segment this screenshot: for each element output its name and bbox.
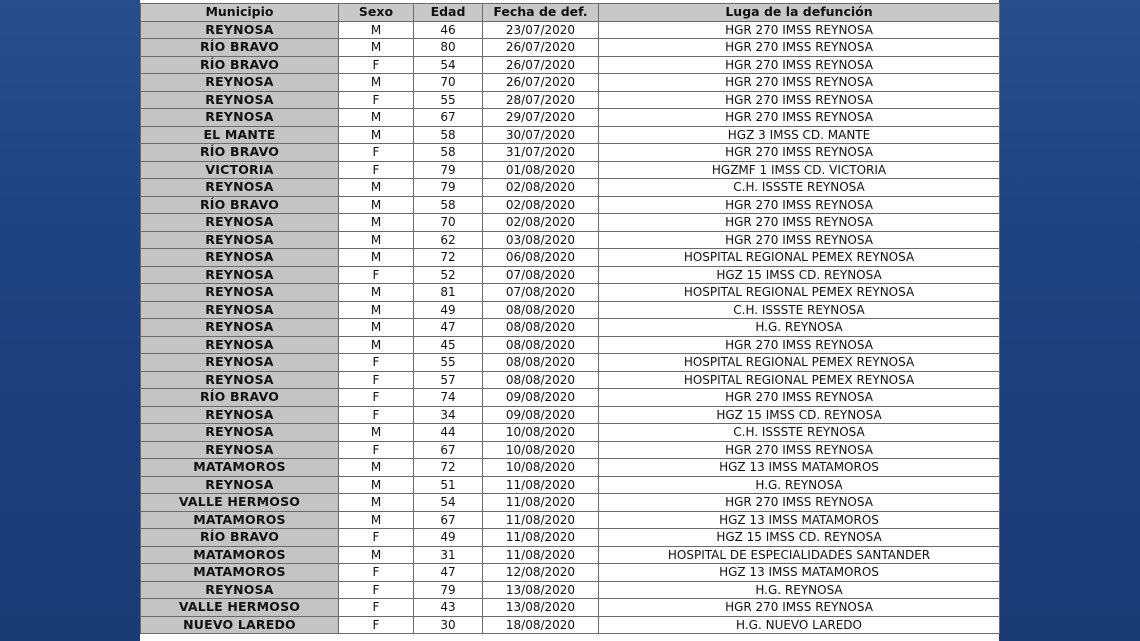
cell-edad: 46 <box>414 21 483 39</box>
cell-edad: 67 <box>414 109 483 127</box>
cell-lugar: HGR 270 IMSS REYNOSA <box>599 144 1000 162</box>
cell-edad: 72 <box>414 249 483 267</box>
cell-sexo: M <box>339 546 414 564</box>
cell-lugar: HOSPITAL REGIONAL PEMEX REYNOSA <box>599 249 1000 267</box>
cell-sexo: M <box>339 39 414 57</box>
cell-fecha: 10/08/2020 <box>483 424 599 442</box>
cell-edad: 47 <box>414 319 483 337</box>
cell-sexo: F <box>339 371 414 389</box>
cell-edad: 80 <box>414 39 483 57</box>
cell-lugar: HGR 270 IMSS REYNOSA <box>599 599 1000 617</box>
cell-edad: 49 <box>414 301 483 319</box>
cell-lugar: HGR 270 IMSS REYNOSA <box>599 336 1000 354</box>
cell-fecha: 06/08/2020 <box>483 249 599 267</box>
cell-municipio: REYNOSA <box>141 581 339 599</box>
cell-fecha: 26/07/2020 <box>483 39 599 57</box>
cell-municipio: RÍO BRAVO <box>141 56 339 74</box>
table-row <box>141 56 1000 74</box>
table-row <box>141 74 1000 92</box>
cell-fecha: 08/08/2020 <box>483 354 599 372</box>
cell-municipio: REYNOSA <box>141 354 339 372</box>
cell-lugar: HGZMF 1 IMSS CD. VICTORIA <box>599 161 1000 179</box>
cell-sexo: F <box>339 581 414 599</box>
cell-municipio: MATAMOROS <box>141 546 339 564</box>
cell-municipio: VALLE HERMOSO <box>141 599 339 617</box>
cell-fecha: 12/08/2020 <box>483 564 599 582</box>
cell-municipio: REYNOSA <box>141 231 339 249</box>
cell-fecha: 30/07/2020 <box>483 126 599 144</box>
table-row <box>141 441 1000 459</box>
cell-fecha: 18/08/2020 <box>483 616 599 634</box>
table-row <box>141 511 1000 529</box>
cell-municipio: RÍO BRAVO <box>141 196 339 214</box>
cell-edad: 81 <box>414 284 483 302</box>
cell-fecha: 02/08/2020 <box>483 179 599 197</box>
cell-sexo: M <box>339 196 414 214</box>
cell-sexo: F <box>339 266 414 284</box>
table-row <box>141 91 1000 109</box>
table-row <box>141 109 1000 127</box>
cell-municipio: RÍO BRAVO <box>141 529 339 547</box>
table-row <box>141 301 1000 319</box>
table-row <box>141 196 1000 214</box>
cell-lugar: HGR 270 IMSS REYNOSA <box>599 109 1000 127</box>
cell-municipio: MATAMOROS <box>141 511 339 529</box>
cell-edad: 70 <box>414 74 483 92</box>
table-row <box>141 529 1000 547</box>
cell-fecha: 10/08/2020 <box>483 459 599 477</box>
cell-municipio: REYNOSA <box>141 371 339 389</box>
cell-municipio: MATAMOROS <box>141 564 339 582</box>
cell-fecha: 02/08/2020 <box>483 214 599 232</box>
cell-lugar: HGR 270 IMSS REYNOSA <box>599 39 1000 57</box>
cell-lugar: HGR 270 IMSS REYNOSA <box>599 56 1000 74</box>
cell-edad: 55 <box>414 354 483 372</box>
header-sexo: Sexo <box>339 4 414 22</box>
cell-lugar: HGZ 3 IMSS CD. MANTE <box>599 126 1000 144</box>
cell-edad: 45 <box>414 336 483 354</box>
cell-lugar: HGR 270 IMSS REYNOSA <box>599 494 1000 512</box>
cell-lugar: HGZ 15 IMSS CD. REYNOSA <box>599 266 1000 284</box>
cell-fecha: 11/08/2020 <box>483 494 599 512</box>
cell-edad: 72 <box>414 459 483 477</box>
cell-lugar: HGR 270 IMSS REYNOSA <box>599 91 1000 109</box>
cell-municipio: REYNOSA <box>141 214 339 232</box>
cell-sexo: F <box>339 389 414 407</box>
cell-sexo: F <box>339 599 414 617</box>
table-row <box>141 231 1000 249</box>
cell-sexo: F <box>339 529 414 547</box>
cell-fecha: 11/08/2020 <box>483 476 599 494</box>
cell-sexo: F <box>339 56 414 74</box>
table-row <box>141 354 1000 372</box>
cell-lugar: HGZ 13 IMSS MATAMOROS <box>599 511 1000 529</box>
cell-fecha: 09/08/2020 <box>483 406 599 424</box>
cell-sexo: M <box>339 476 414 494</box>
cell-sexo: M <box>339 319 414 337</box>
cell-fecha: 11/08/2020 <box>483 529 599 547</box>
cell-fecha: 26/07/2020 <box>483 56 599 74</box>
table-row <box>141 39 1000 57</box>
cell-sexo: M <box>339 249 414 267</box>
table-row <box>141 214 1000 232</box>
cell-edad: 54 <box>414 56 483 74</box>
cell-municipio: REYNOSA <box>141 406 339 424</box>
cell-municipio: REYNOSA <box>141 74 339 92</box>
cell-sexo: M <box>339 126 414 144</box>
table-row <box>141 21 1000 39</box>
cell-sexo: F <box>339 354 414 372</box>
cell-lugar: HGZ 13 IMSS MATAMOROS <box>599 564 1000 582</box>
cell-municipio: REYNOSA <box>141 109 339 127</box>
cell-lugar: H.G. REYNOSA <box>599 476 1000 494</box>
cell-sexo: M <box>339 21 414 39</box>
cell-municipio: REYNOSA <box>141 21 339 39</box>
cell-fecha: 11/08/2020 <box>483 546 599 564</box>
cell-edad: 31 <box>414 546 483 564</box>
table-row <box>141 144 1000 162</box>
cell-municipio: RÍO BRAVO <box>141 39 339 57</box>
cell-fecha: 13/08/2020 <box>483 581 599 599</box>
cell-fecha: 08/08/2020 <box>483 336 599 354</box>
cell-lugar: HOSPITAL REGIONAL PEMEX REYNOSA <box>599 371 1000 389</box>
cell-municipio: REYNOSA <box>141 179 339 197</box>
cell-lugar: HGZ 13 IMSS MATAMOROS <box>599 459 1000 477</box>
cell-edad: 51 <box>414 476 483 494</box>
cell-edad: 62 <box>414 231 483 249</box>
header-row <box>141 4 1000 22</box>
table-row <box>141 581 1000 599</box>
background-right <box>999 0 1140 641</box>
cell-sexo: M <box>339 284 414 302</box>
cell-lugar: HGZ 15 IMSS CD. REYNOSA <box>599 529 1000 547</box>
cell-fecha: 07/08/2020 <box>483 266 599 284</box>
cell-edad: 58 <box>414 144 483 162</box>
cell-fecha: 28/07/2020 <box>483 91 599 109</box>
cell-fecha: 11/08/2020 <box>483 511 599 529</box>
cell-municipio: VALLE HERMOSO <box>141 494 339 512</box>
table-body <box>141 21 1000 634</box>
table-row <box>141 266 1000 284</box>
cell-edad: 47 <box>414 564 483 582</box>
cell-lugar: HGR 270 IMSS REYNOSA <box>599 196 1000 214</box>
cell-fecha: 03/08/2020 <box>483 231 599 249</box>
cell-edad: 55 <box>414 91 483 109</box>
table-row <box>141 126 1000 144</box>
background-left <box>0 0 140 641</box>
cell-fecha: 23/07/2020 <box>483 21 599 39</box>
cell-lugar: H.G. REYNOSA <box>599 319 1000 337</box>
cell-fecha: 10/08/2020 <box>483 441 599 459</box>
cell-lugar: HOSPITAL REGIONAL PEMEX REYNOSA <box>599 284 1000 302</box>
cell-edad: 44 <box>414 424 483 442</box>
cell-edad: 54 <box>414 494 483 512</box>
cell-lugar: C.H. ISSSTE REYNOSA <box>599 179 1000 197</box>
cell-fecha: 08/08/2020 <box>483 301 599 319</box>
cell-sexo: F <box>339 616 414 634</box>
table-row <box>141 319 1000 337</box>
header-municipio: Municipio <box>141 4 339 22</box>
cell-sexo: F <box>339 161 414 179</box>
cell-sexo: M <box>339 214 414 232</box>
cell-sexo: M <box>339 74 414 92</box>
cell-fecha: 31/07/2020 <box>483 144 599 162</box>
cell-fecha: 07/08/2020 <box>483 284 599 302</box>
table-row <box>141 371 1000 389</box>
cell-sexo: M <box>339 231 414 249</box>
cell-municipio: RÍO BRAVO <box>141 389 339 407</box>
cell-lugar: C.H. ISSSTE REYNOSA <box>599 424 1000 442</box>
cell-sexo: F <box>339 406 414 424</box>
cell-municipio: REYNOSA <box>141 91 339 109</box>
cell-lugar: HGR 270 IMSS REYNOSA <box>599 441 1000 459</box>
cell-municipio: REYNOSA <box>141 249 339 267</box>
cell-edad: 79 <box>414 161 483 179</box>
table-row <box>141 616 1000 634</box>
cell-municipio: REYNOSA <box>141 476 339 494</box>
cell-sexo: F <box>339 144 414 162</box>
cell-municipio: REYNOSA <box>141 441 339 459</box>
cell-edad: 57 <box>414 371 483 389</box>
cell-fecha: 02/08/2020 <box>483 196 599 214</box>
cell-municipio: NUEVO LAREDO <box>141 616 339 634</box>
cell-edad: 70 <box>414 214 483 232</box>
cell-municipio: REYNOSA <box>141 266 339 284</box>
spreadsheet-sheet <box>140 0 999 641</box>
cell-municipio: RÍO BRAVO <box>141 144 339 162</box>
cell-sexo: M <box>339 424 414 442</box>
cell-fecha: 29/07/2020 <box>483 109 599 127</box>
table-row <box>141 249 1000 267</box>
cell-lugar: HGR 270 IMSS REYNOSA <box>599 231 1000 249</box>
table-row <box>141 389 1000 407</box>
cell-edad: 67 <box>414 511 483 529</box>
cell-lugar: HGR 270 IMSS REYNOSA <box>599 74 1000 92</box>
header-edad: Edad <box>414 4 483 22</box>
cell-edad: 49 <box>414 529 483 547</box>
cell-edad: 58 <box>414 126 483 144</box>
cell-sexo: M <box>339 301 414 319</box>
cell-municipio: REYNOSA <box>141 424 339 442</box>
cell-sexo: M <box>339 336 414 354</box>
table-row <box>141 161 1000 179</box>
cell-lugar: HGZ 15 IMSS CD. REYNOSA <box>599 406 1000 424</box>
cell-lugar: HGR 270 IMSS REYNOSA <box>599 21 1000 39</box>
cell-municipio: REYNOSA <box>141 301 339 319</box>
cell-sexo: F <box>339 441 414 459</box>
cell-lugar: HGR 270 IMSS REYNOSA <box>599 214 1000 232</box>
cell-municipio: MATAMOROS <box>141 459 339 477</box>
table-row <box>141 494 1000 512</box>
cell-edad: 79 <box>414 581 483 599</box>
cell-municipio: REYNOSA <box>141 319 339 337</box>
table-row <box>141 424 1000 442</box>
table-row <box>141 406 1000 424</box>
table-row <box>141 599 1000 617</box>
cell-sexo: M <box>339 459 414 477</box>
table-row <box>141 336 1000 354</box>
cell-edad: 79 <box>414 179 483 197</box>
cell-edad: 74 <box>414 389 483 407</box>
cell-sexo: F <box>339 91 414 109</box>
deaths-table <box>140 3 1000 634</box>
cell-edad: 34 <box>414 406 483 424</box>
cell-edad: 43 <box>414 599 483 617</box>
table-row <box>141 179 1000 197</box>
cell-municipio: REYNOSA <box>141 336 339 354</box>
cell-sexo: M <box>339 511 414 529</box>
header-fecha: Fecha de def. <box>483 4 599 22</box>
cell-lugar: HOSPITAL DE ESPECIALIDADES SANTANDER <box>599 546 1000 564</box>
cell-sexo: M <box>339 494 414 512</box>
header-lugar: Luga de la defunción <box>599 4 1000 22</box>
cell-fecha: 13/08/2020 <box>483 599 599 617</box>
table-row <box>141 459 1000 477</box>
cell-sexo: F <box>339 564 414 582</box>
table-row <box>141 546 1000 564</box>
cell-lugar: HOSPITAL REGIONAL PEMEX REYNOSA <box>599 354 1000 372</box>
cell-fecha: 26/07/2020 <box>483 74 599 92</box>
cell-municipio: VICTORIA <box>141 161 339 179</box>
table-row <box>141 476 1000 494</box>
cell-municipio: REYNOSA <box>141 284 339 302</box>
cell-fecha: 01/08/2020 <box>483 161 599 179</box>
cell-lugar: H.G. REYNOSA <box>599 581 1000 599</box>
cell-municipio: EL MANTE <box>141 126 339 144</box>
cell-fecha: 09/08/2020 <box>483 389 599 407</box>
table-row <box>141 564 1000 582</box>
cell-edad: 30 <box>414 616 483 634</box>
cell-sexo: M <box>339 109 414 127</box>
cell-edad: 52 <box>414 266 483 284</box>
cell-fecha: 08/08/2020 <box>483 319 599 337</box>
cell-lugar: HGR 270 IMSS REYNOSA <box>599 389 1000 407</box>
cell-fecha: 08/08/2020 <box>483 371 599 389</box>
cell-sexo: M <box>339 179 414 197</box>
cell-lugar: C.H. ISSSTE REYNOSA <box>599 301 1000 319</box>
cell-edad: 58 <box>414 196 483 214</box>
cell-edad: 67 <box>414 441 483 459</box>
cell-lugar: H.G. NUEVO LAREDO <box>599 616 1000 634</box>
table-row <box>141 284 1000 302</box>
